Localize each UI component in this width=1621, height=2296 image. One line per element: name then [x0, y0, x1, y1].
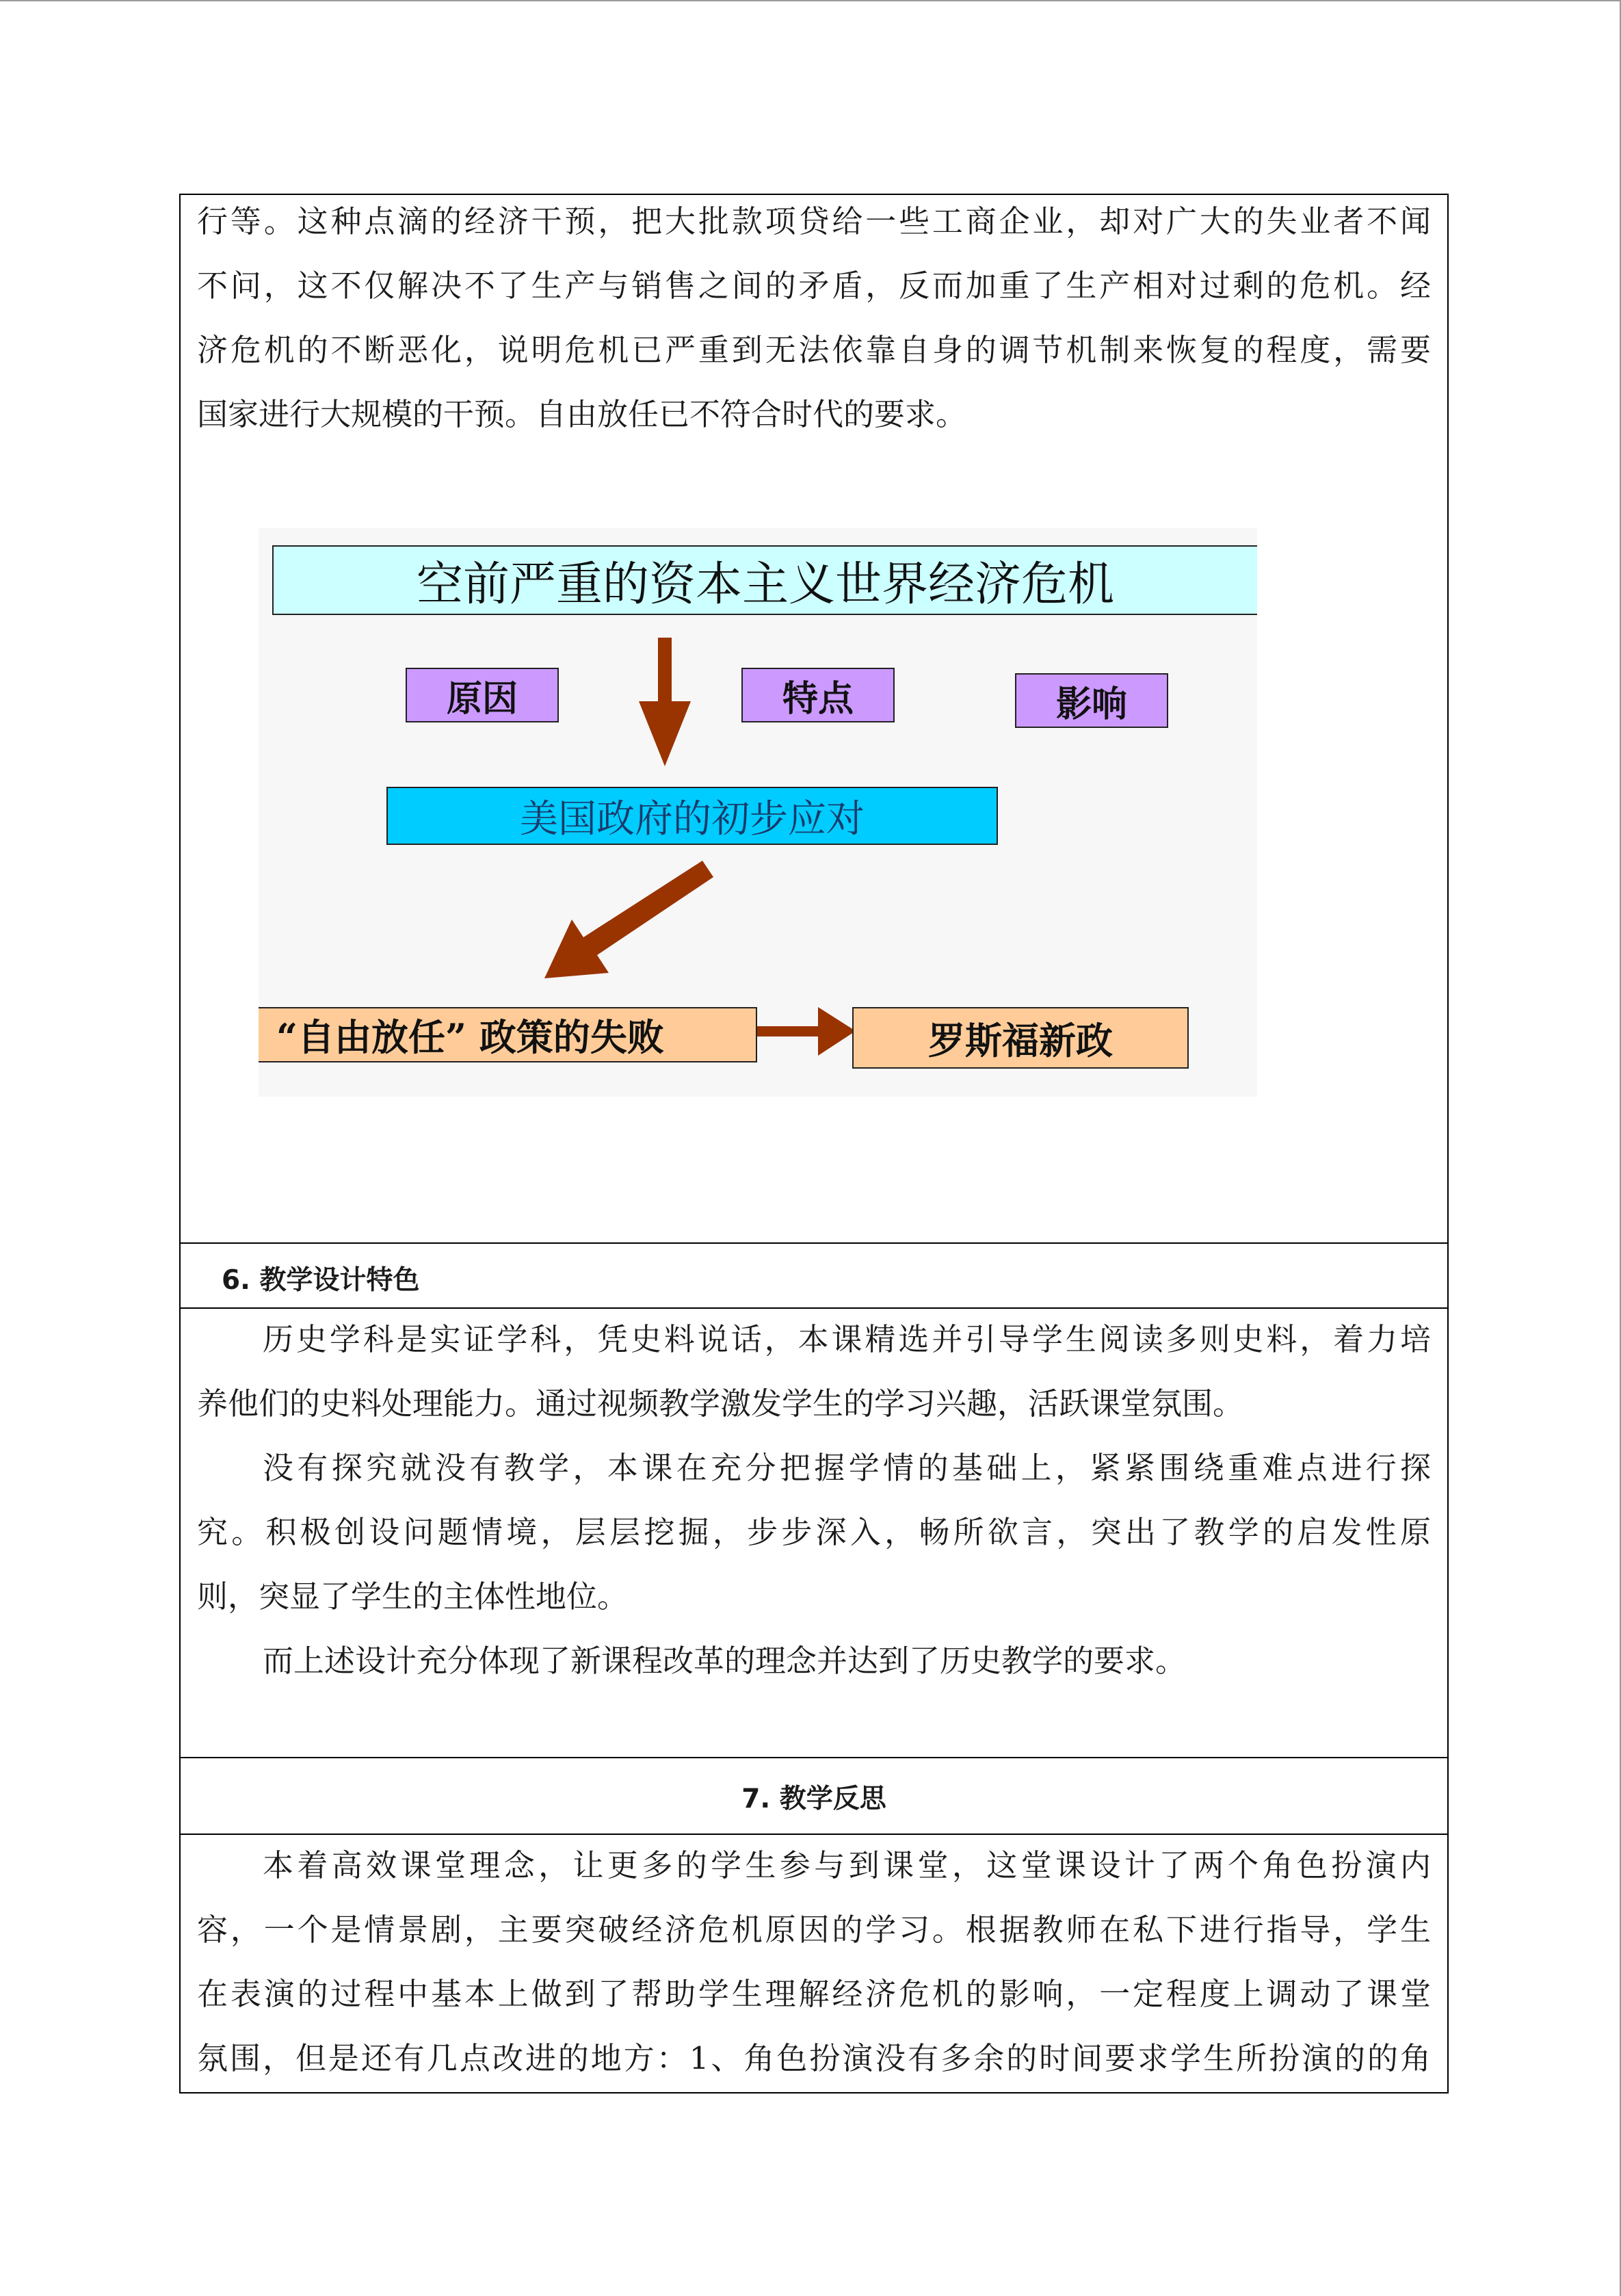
table-row-reflection	[179, 1835, 1449, 2093]
new-deal-box: 罗斯福新政	[852, 1007, 1189, 1069]
text-line: 国家进行大规模的干预。自由放任已不符合时代的要求。	[197, 396, 967, 432]
design-features-content	[181, 1307, 1447, 1693]
continued-paragraph	[181, 195, 1447, 447]
table-row-heading-7	[179, 1758, 1449, 1835]
arrow-diagonal	[544, 861, 713, 978]
impact-box: 影响	[1015, 673, 1168, 728]
reflection-heading: 7. 教学反思	[741, 1784, 886, 1814]
page-top-border	[0, 0, 1621, 1]
text-line: 容，一个是情景剧，主要突破经济危机原因的学习。根据教师在私下进行指导，学生	[197, 1912, 1431, 1948]
design-features-heading: 6. 教学设计特色	[222, 1265, 420, 1296]
cause-box: 原因	[406, 668, 559, 722]
summary-diagram	[259, 528, 1257, 1097]
reflection-content	[181, 1834, 1447, 2091]
diagram-title-box: 空前严重的资本主义世界经济危机	[272, 545, 1257, 615]
arrow-down	[639, 638, 691, 766]
laissez-faire-failure-box: “自由放任” 政策的失败	[259, 1007, 757, 1062]
text-line: 济危机的不断恶化，说明危机已严重到无法依靠自身的调节机制来恢复的程度，需要	[197, 332, 1431, 368]
text-line: 没有探究就没有教学，本课在充分把握学情的基础上，紧紧围绕重难点进行探	[263, 1450, 1431, 1486]
text-line: 本着高效课堂理念，让更多的学生参与到课堂，这堂课设计了两个角色扮演内	[263, 1847, 1431, 1883]
feature-box: 特点	[741, 668, 895, 722]
text-line: 不问，这不仅解决不了生产与销售之间的矛盾，反而加重了生产相对过剩的危机。经	[197, 268, 1431, 304]
text-line: 究。积极创设问题情境，层层挖掘，步步深入，畅所欲言，突出了教学的启发性原	[197, 1514, 1431, 1550]
text-line: 而上述设计充分体现了新课程改革的理念并达到了历史教学的要求。	[263, 1643, 1187, 1679]
text-line: 在表演的过程中基本上做到了帮助学生理解经济危机的影响，一定程度上调动了课堂	[197, 1976, 1431, 2012]
text-line: 氛围，但是还有几点改进的地方：1、角色扮演没有多余的时间要求学生所扮演的的角	[197, 2040, 1431, 2076]
arrow-right	[753, 1007, 856, 1056]
text-line: 历史学科是实证学科，凭史料说话，本课精选并引导学生阅读多则史料，着力培	[263, 1321, 1431, 1357]
text-line: 则，突显了学生的主体性地位。	[197, 1578, 629, 1615]
table-row-heading-6	[179, 1244, 1449, 1309]
text-line: 行等。这种点滴的经济干预，把大批款项贷给一些工商企业，却对广大的失业者不闻	[197, 203, 1431, 239]
text-line: 养他们的史料处理能力。通过视频教学激发学生的学习兴趣，活跃课堂氛围。	[197, 1385, 1244, 1422]
response-box: 美国政府的初步应对	[386, 787, 998, 845]
table-row-design-features	[179, 1309, 1449, 1758]
table-row-summary	[179, 194, 1449, 1244]
